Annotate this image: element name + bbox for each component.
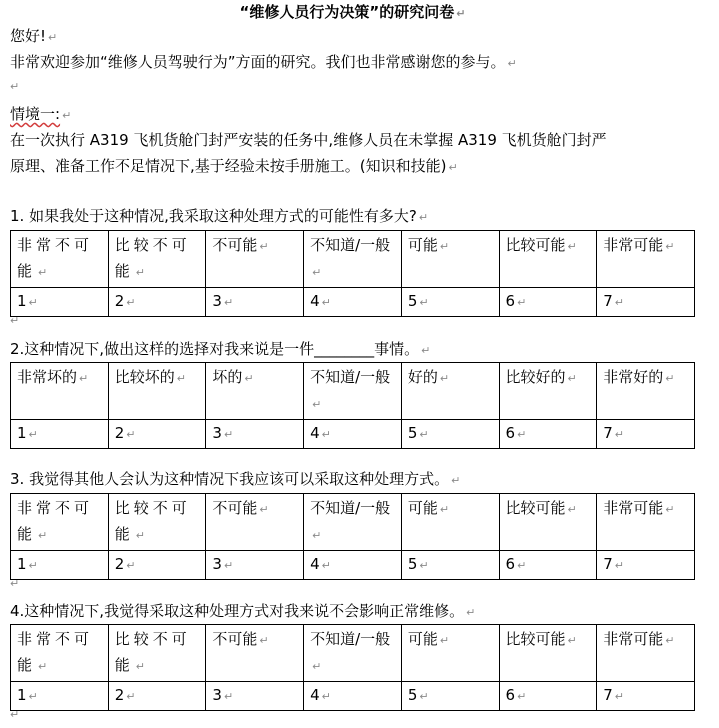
cell-end-mark: ↵ (126, 428, 136, 441)
cell-end-mark: ↵ (321, 559, 331, 572)
empty-paragraph-mark: ↵ (10, 708, 20, 721)
cell-end-mark: ↵ (665, 372, 675, 385)
scenario-label-text: 情境一: (10, 105, 61, 123)
scale-label: 非常不可能 ↵ (11, 494, 109, 551)
scale-label: 比较不可能 ↵ (108, 625, 206, 682)
cell-end-mark: ↵ (321, 690, 331, 703)
scale-number: 7 ↵ (597, 288, 695, 317)
cell-end-mark: ↵ (259, 503, 269, 516)
scale-number: 3 ↵ (206, 682, 304, 711)
cell-end-mark: ↵ (614, 428, 624, 441)
cell-end-mark: ↵ (38, 266, 52, 279)
rating-scale-table (10, 624, 695, 711)
scale-label: 不可能 ↵ (206, 231, 304, 288)
cell-end-mark: ↵ (79, 372, 89, 385)
cell-end-mark: ↵ (312, 266, 322, 279)
paragraph-mark: ↵ (418, 211, 429, 224)
scale-number: 5 ↵ (401, 420, 499, 449)
rating-scale-table (10, 230, 695, 317)
cell-end-mark: ↵ (419, 428, 429, 441)
page-title (10, 2, 695, 24)
scale-number: 5 ↵ (401, 551, 499, 580)
paragraph-mark: ↵ (421, 344, 431, 357)
paragraph-mark: ↵ (451, 474, 461, 487)
paragraph-mark: ↵ (448, 161, 458, 174)
scale-number: 1 ↵ (11, 420, 109, 449)
scale-label: 比较不可能 ↵ (108, 231, 206, 288)
scale-label: 比较可能 ↵ (499, 625, 597, 682)
cell-end-mark: ↵ (28, 428, 38, 441)
scale-number: 4 ↵ (304, 288, 402, 317)
scale-label-row (11, 363, 695, 420)
cell-end-mark: ↵ (567, 372, 577, 385)
scale-number: 7 ↵ (597, 551, 695, 580)
cell-end-mark: ↵ (614, 690, 624, 703)
empty-paragraph-mark: ↵ (10, 314, 20, 327)
cell-end-mark: ↵ (223, 428, 234, 441)
scale-number: 4 ↵ (304, 682, 402, 711)
cell-end-mark: ↵ (665, 634, 675, 647)
scale-label: 非常不可能 ↵ (11, 231, 109, 288)
scale-label: 可能 ↵ (401, 231, 499, 288)
scale-label: 非常可能 ↵ (597, 494, 695, 551)
cell-end-mark: ↵ (321, 428, 331, 441)
empty-paragraph-mark: ↵ (10, 80, 20, 93)
question-text: 1. 如果我处于这种情况,我采取这种处理方式的可能性有多大? (10, 207, 417, 225)
scale-label: 好的 ↵ (401, 363, 499, 420)
scale-label: 非常可能 ↵ (597, 231, 695, 288)
scale-number: 1 ↵ (11, 551, 109, 580)
cell-end-mark: ↵ (135, 266, 149, 279)
cell-end-mark: ↵ (567, 503, 577, 516)
scale-number-row (11, 551, 695, 580)
scale-number: 4 ↵ (304, 420, 402, 449)
scale-label: 比较不可能 ↵ (108, 494, 206, 551)
question-text: 4.这种情况下,我觉得采取这种处理方式对我来说不会影响正常维修。 (10, 602, 465, 620)
cell-end-mark: ↵ (223, 296, 234, 309)
cell-end-mark: ↵ (176, 372, 186, 385)
title-text: “维修人员行为决策”的研究问卷 (239, 3, 455, 21)
scenario-label (10, 103, 71, 125)
paragraph-mark: ↵ (456, 7, 466, 20)
question-2 (10, 338, 430, 360)
cell-end-mark: ↵ (614, 296, 624, 309)
scale-number: 6 ↵ (499, 288, 597, 317)
cell-end-mark: ↵ (28, 296, 38, 309)
rating-scale-table (10, 362, 695, 449)
intro-text: 非常欢迎参加“维修人员驾驶行为”方面的研究。我们也非常感谢您的参与。 (10, 53, 506, 71)
scale-label: 非常可能 ↵ (597, 625, 695, 682)
cell-end-mark: ↵ (38, 529, 52, 542)
paragraph-mark: ↵ (62, 109, 72, 122)
cell-end-mark: ↵ (665, 240, 675, 253)
cell-end-mark: ↵ (135, 529, 149, 542)
scale-label: 不可能 ↵ (206, 625, 304, 682)
cell-end-mark: ↵ (126, 559, 136, 572)
scale-label: 比较可能 ↵ (499, 231, 597, 288)
empty-paragraph-mark: ↵ (10, 577, 20, 590)
rating-scale-table (10, 493, 695, 580)
question-4 (10, 600, 475, 622)
scale-label: 可能 ↵ (401, 625, 499, 682)
cell-end-mark: ↵ (312, 529, 322, 542)
scale-label: 不可能 ↵ (206, 494, 304, 551)
scale-number-row (11, 682, 695, 711)
cell-end-mark: ↵ (567, 240, 577, 253)
scale-number: 7 ↵ (597, 420, 695, 449)
scenario-line-1 (10, 129, 607, 151)
scale-label: 比较好的 ↵ (499, 363, 597, 420)
scale-number: 5 ↵ (401, 682, 499, 711)
cell-end-mark: ↵ (223, 690, 234, 703)
scale-label: 非常坏的 ↵ (11, 363, 109, 420)
scale-label-row (11, 625, 695, 682)
scale-number: 6 ↵ (499, 420, 597, 449)
greeting-text: 您好! (10, 27, 47, 45)
scenario-text-2: 原理、准备工作不足情况下,基于经验未按手册施工。(知识和技能) (10, 157, 447, 175)
cell-end-mark: ↵ (244, 372, 254, 385)
cell-end-mark: ↵ (517, 428, 527, 441)
cell-end-mark: ↵ (614, 559, 624, 572)
cell-end-mark: ↵ (28, 559, 38, 572)
question-3 (10, 468, 460, 490)
cell-end-mark: ↵ (419, 559, 429, 572)
scale-number: 3 ↵ (206, 551, 304, 580)
scale-label: 不知道/一般↵ (304, 625, 402, 682)
scenario-line-2 (10, 155, 458, 177)
scale-number: 3 ↵ (206, 288, 304, 317)
cell-end-mark: ↵ (665, 503, 675, 516)
scale-number-row (11, 420, 695, 449)
cell-end-mark: ↵ (312, 398, 322, 411)
scale-label-row (11, 231, 695, 288)
scale-label: 不知道/一般↵ (304, 494, 402, 551)
scale-label: 不知道/一般↵ (304, 231, 402, 288)
cell-end-mark: ↵ (517, 559, 527, 572)
cell-end-mark: ↵ (312, 660, 322, 673)
cell-end-mark: ↵ (439, 240, 450, 253)
scenario-text-1: 在一次执行 A319 飞机货舱门封严安装的任务中,维修人员在未掌握 A319 飞机货舱门封严 (10, 131, 607, 149)
scale-number: 2 ↵ (108, 420, 206, 449)
cell-end-mark: ↵ (259, 240, 269, 253)
scale-label: 可能 ↵ (401, 494, 499, 551)
paragraph-mark: ↵ (507, 57, 517, 70)
scale-number: 2 ↵ (108, 682, 206, 711)
cell-end-mark: ↵ (517, 690, 527, 703)
scale-label: 比较坏的 ↵ (108, 363, 206, 420)
scale-number: 2 ↵ (108, 288, 206, 317)
cell-end-mark: ↵ (28, 690, 38, 703)
cell-end-mark: ↵ (38, 660, 52, 673)
question-text: 3. 我觉得其他人会认为这种情况下我应该可以采取这种处理方式。 (10, 470, 450, 488)
scale-number: 2 ↵ (108, 551, 206, 580)
cell-end-mark: ↵ (419, 296, 429, 309)
cell-end-mark: ↵ (439, 634, 450, 647)
paragraph-mark: ↵ (466, 606, 476, 619)
cell-end-mark: ↵ (126, 296, 136, 309)
scale-number: 3 ↵ (206, 420, 304, 449)
scale-number: 4 ↵ (304, 551, 402, 580)
scale-number-row (11, 288, 695, 317)
scale-number: 6 ↵ (499, 551, 597, 580)
scale-label: 不知道/一般↵ (304, 363, 402, 420)
scale-number: 1 ↵ (11, 288, 109, 317)
cell-end-mark: ↵ (439, 503, 450, 516)
intro-paragraph (10, 51, 517, 73)
question-text: 2.这种情况下,做出这样的选择对我来说是一件________事情。 (10, 340, 420, 358)
cell-end-mark: ↵ (259, 634, 269, 647)
cell-end-mark: ↵ (439, 372, 450, 385)
scale-number: 6 ↵ (499, 682, 597, 711)
cell-end-mark: ↵ (135, 660, 149, 673)
cell-end-mark: ↵ (223, 559, 234, 572)
cell-end-mark: ↵ (321, 296, 331, 309)
scale-label-row (11, 494, 695, 551)
greeting (10, 25, 57, 47)
cell-end-mark: ↵ (126, 690, 136, 703)
scale-label: 坏的 ↵ (206, 363, 304, 420)
scale-label: 非常不可能 ↵ (11, 625, 109, 682)
paragraph-mark: ↵ (48, 31, 58, 44)
scale-number: 1 ↵ (11, 682, 109, 711)
scale-number: 5 ↵ (401, 288, 499, 317)
cell-end-mark: ↵ (567, 634, 577, 647)
cell-end-mark: ↵ (419, 690, 429, 703)
scale-label: 比较可能 ↵ (499, 494, 597, 551)
scale-label: 非常好的 ↵ (597, 363, 695, 420)
scale-number: 7 ↵ (597, 682, 695, 711)
question-1 (10, 205, 428, 227)
cell-end-mark: ↵ (517, 296, 527, 309)
